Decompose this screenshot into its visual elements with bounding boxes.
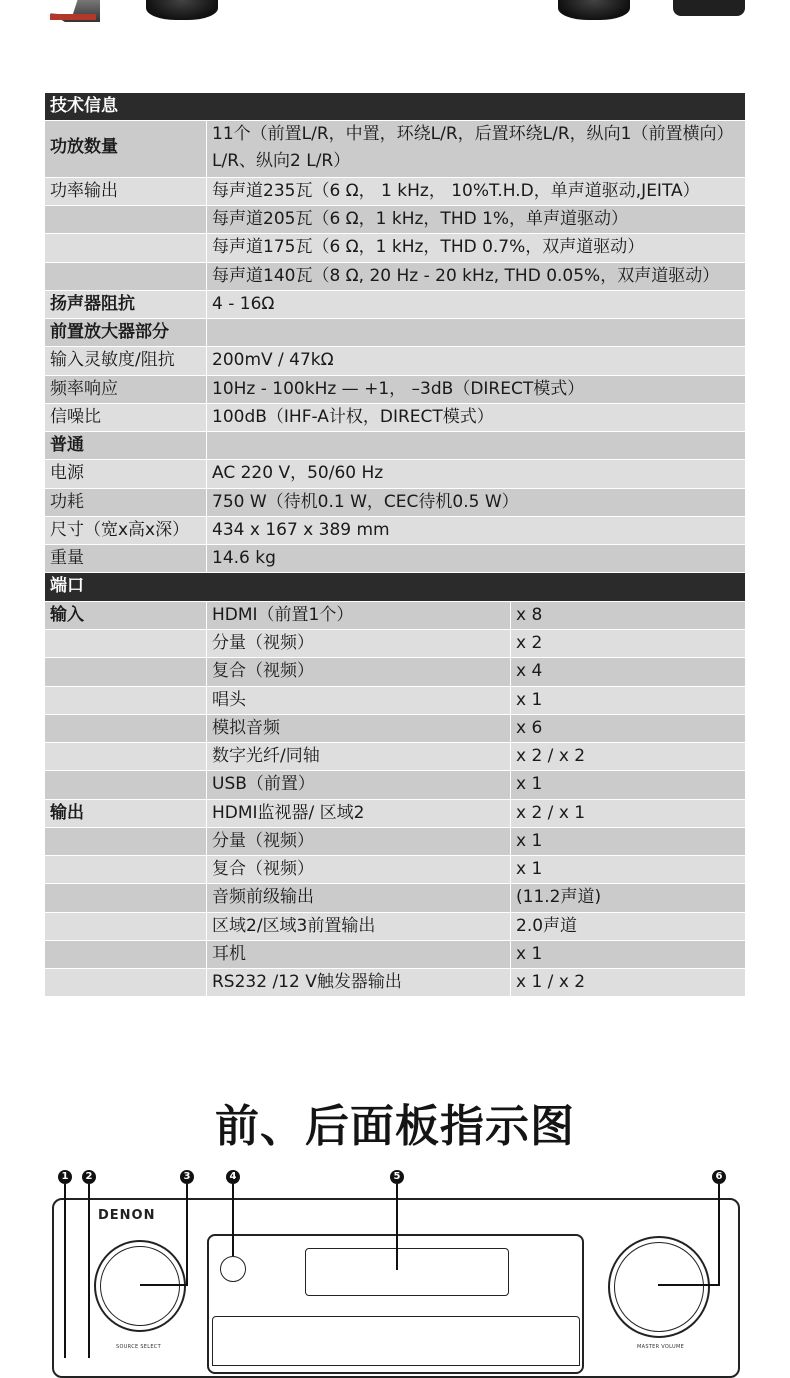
callout-2: 2 <box>82 1170 96 1184</box>
row-label <box>45 687 207 714</box>
row-value: 750 W（待机0.1 W，CEC待机0.5 W） <box>212 491 519 512</box>
table-row <box>45 262 745 290</box>
row-value <box>207 432 745 459</box>
row-label <box>45 884 207 911</box>
row-label: 扬声器阻抗 <box>45 291 207 318</box>
master-volume-label: MASTER VOLUME <box>637 1344 685 1350</box>
table-row <box>45 375 745 403</box>
table-row <box>45 459 745 487</box>
product-image-cable-accent <box>50 14 96 20</box>
port-name: HDMI监视器/ 区域2 <box>207 800 511 827</box>
row-label: 前置放大器部分 <box>45 319 207 346</box>
row-value: 100dB（IHF-A计权，DIRECT模式） <box>212 406 494 427</box>
row-label: 输出 <box>45 800 207 827</box>
row-label <box>45 969 207 996</box>
row-value: 434 x 167 x 389 mm <box>212 519 390 540</box>
brand-logo: DENON <box>98 1208 156 1223</box>
table-row <box>45 177 745 205</box>
source-select-knob-ring <box>100 1246 180 1326</box>
port-name: 分量（视频） <box>207 630 511 657</box>
display-window <box>305 1248 509 1296</box>
row-label <box>45 828 207 855</box>
port-name: 分量（视频） <box>207 828 511 855</box>
port-name: 模拟音频 <box>207 715 511 742</box>
leader-line-6h <box>658 1284 719 1286</box>
table-row <box>45 714 745 742</box>
callout-4: 4 <box>226 1170 240 1184</box>
table-row <box>45 855 745 883</box>
port-count: (11.2声道) <box>516 887 602 908</box>
callout-1: 1 <box>58 1170 72 1184</box>
port-count: x 1 / x 2 <box>516 972 586 993</box>
port-name: USB（前置） <box>207 771 511 798</box>
row-value: 4 - 16Ω <box>212 293 275 314</box>
table-row <box>45 629 745 657</box>
remote-sensor <box>220 1256 246 1282</box>
row-label <box>45 743 207 770</box>
port-name: 数字光纤/同轴 <box>207 743 511 770</box>
table-row <box>45 205 745 233</box>
front-door <box>212 1316 580 1366</box>
row-value: 每声道175瓦（6 Ω，1 kHz，THD 0.7%，双声道驱动） <box>212 237 645 258</box>
row-label: 功率输出 <box>45 178 207 205</box>
row-value <box>207 319 745 346</box>
port-name: 音频前级输出 <box>207 884 511 911</box>
row-label <box>45 715 207 742</box>
row-label <box>45 658 207 685</box>
table-row <box>45 940 745 968</box>
port-count: x 1 <box>516 774 543 795</box>
row-label: 输入灵敏度/阻抗 <box>45 347 207 374</box>
port-name: 耳机 <box>207 941 511 968</box>
product-image-speaker-left <box>146 0 218 20</box>
table-row <box>45 544 745 572</box>
port-count: x 2 / x 2 <box>516 746 586 767</box>
port-name: 复合（视频） <box>207 856 511 883</box>
port-count: x 6 <box>516 717 543 738</box>
table-row <box>45 403 745 431</box>
section-header-title: 技术信息 <box>50 96 118 116</box>
row-label <box>45 263 207 290</box>
table-row <box>45 120 745 177</box>
table-row <box>45 318 745 346</box>
row-value: AC 220 V，50/60 Hz <box>212 463 384 484</box>
row-label: 频率响应 <box>45 376 207 403</box>
table-row <box>45 883 745 911</box>
leader-line-6 <box>718 1184 720 1286</box>
table-row <box>45 233 745 261</box>
row-label <box>45 234 207 261</box>
source-select-label: SOURCE SELECT <box>116 1344 161 1350</box>
port-count: x 8 <box>516 604 543 625</box>
row-value: 每声道205瓦（6 Ω，1 kHz，THD 1%，单声道驱动） <box>212 209 629 230</box>
callout-5: 5 <box>390 1170 404 1184</box>
row-label: 普通 <box>45 432 207 459</box>
leader-line-2 <box>88 1184 90 1358</box>
row-label: 尺寸（宽x高x深） <box>45 517 207 544</box>
product-image-strip <box>0 0 790 24</box>
leader-line-1 <box>64 1184 66 1358</box>
port-count: x 1 <box>516 859 543 880</box>
callout-3: 3 <box>180 1170 194 1184</box>
row-label: 电源 <box>45 460 207 487</box>
row-label: 信噪比 <box>45 404 207 431</box>
row-label: 功放数量 <box>45 121 207 177</box>
front-panel-diagram <box>0 1160 790 1358</box>
port-name: 复合（视频） <box>207 658 511 685</box>
row-label: 输入 <box>45 602 207 629</box>
row-label <box>45 771 207 798</box>
leader-line-5 <box>396 1184 398 1270</box>
row-label <box>45 630 207 657</box>
port-count: x 1 <box>516 689 543 710</box>
port-name: RS232 /12 V触发器输出 <box>207 969 511 996</box>
row-value: 14.6 kg <box>212 548 276 569</box>
section-header <box>45 92 745 120</box>
port-name: 唱头 <box>207 687 511 714</box>
row-label <box>45 913 207 940</box>
row-label: 重量 <box>45 545 207 572</box>
table-row <box>45 488 745 516</box>
table-row <box>45 686 745 714</box>
spec-table <box>45 92 745 996</box>
port-count: x 2 / x 1 <box>516 802 586 823</box>
section-header-title: 端口 <box>50 576 84 597</box>
row-value: 200mV / 47kΩ <box>212 350 334 371</box>
row-value: 每声道140瓦（8 Ω, 20 Hz - 20 kHz, THD 0.05%，双声道驱动） <box>212 265 720 286</box>
row-value: 11个（前置L/R，中置，环绕L/R，后置环绕L/R，纵向1（前置横向）L/R、纵向2 L/R） <box>212 124 734 172</box>
port-count: 2.0声道 <box>516 915 578 936</box>
table-row <box>45 601 745 629</box>
row-value: 10Hz - 100kHz — +1， –3dB（DIRECT模式） <box>212 378 585 399</box>
product-image-remote <box>673 0 745 16</box>
row-value: 每声道235瓦（6 Ω， 1 kHz， 10%T.H.D，单声道驱动,JEITA） <box>212 180 700 201</box>
table-row <box>45 770 745 798</box>
row-label: 功耗 <box>45 489 207 516</box>
master-volume-knob-ring <box>614 1242 704 1332</box>
panel-diagram-title: 前、后面板指示图 <box>215 1101 575 1152</box>
table-row <box>45 431 745 459</box>
port-count: x 2 <box>516 633 543 654</box>
row-label <box>45 856 207 883</box>
table-row <box>45 346 745 374</box>
table-row <box>45 912 745 940</box>
table-row <box>45 742 745 770</box>
leader-line-3h <box>140 1284 187 1286</box>
port-count: x 1 <box>516 943 543 964</box>
row-label <box>45 206 207 233</box>
port-name: HDMI（前置1个） <box>207 602 511 629</box>
leader-line-3 <box>186 1184 188 1286</box>
callout-6: 6 <box>712 1170 726 1184</box>
port-count: x 1 <box>516 830 543 851</box>
table-row <box>45 827 745 855</box>
port-count: x 4 <box>516 661 543 682</box>
table-row <box>45 290 745 318</box>
table-row <box>45 657 745 685</box>
table-row <box>45 968 745 996</box>
leader-line-4 <box>232 1184 234 1256</box>
table-row <box>45 516 745 544</box>
table-row <box>45 799 745 827</box>
port-name: 区域2/区域3前置输出 <box>207 913 511 940</box>
section-header <box>45 572 745 600</box>
row-label <box>45 941 207 968</box>
product-image-speaker-right <box>558 0 630 20</box>
